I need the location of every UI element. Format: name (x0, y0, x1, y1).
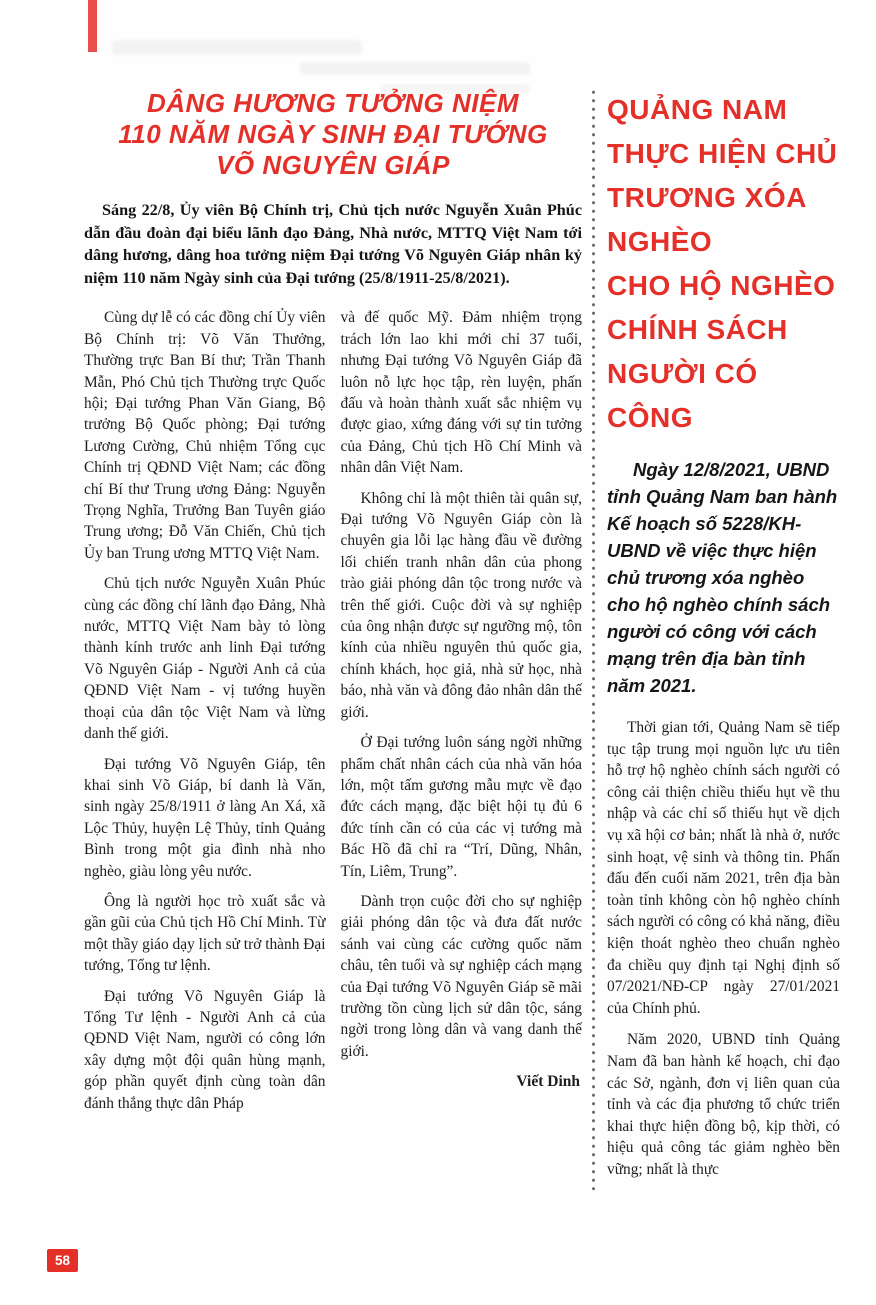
paragraph: Đại tướng Võ Nguyên Giáp là Tổng Tư lệnh - Người Anh cả của QĐND Việt Nam, người có công lớn xây dựng một đội quân hùng mạnh, góp phần quyết định cùng toàn dân đánh thắng thực dân Pháp (84, 987, 326, 1112)
paragraph: Dành trọn cuộc đời cho sự nghiệp giải phóng dân tộc và đưa đất nước sánh vai cùng các cường quốc năm châu, tên tuổi và sự nghiệp cách mạng của Đại tướng Võ Nguyên Giáp sẽ mãi trường tồn cùng lịch sử dân tộc, sáng ngời trong lòng dân và vang danh thế giới. (340, 892, 582, 1060)
paragraph: Ở Đại tướng luôn sáng ngời những phẩm chất nhân cách của nhà văn hóa lớn, một tấm gương mẫu mực về đạo đức cách mạng, đặc biệt hội tụ đủ 6 đức tính cần có của các vị tướng mà Bác Hồ đã chỉ ra “Trí, Dũng, Nhân, Tín, Liêm, Trung”. (340, 734, 582, 880)
side-article-title-line: CHO HỘ NGHÈO (607, 270, 836, 301)
main-article-columns (84, 307, 582, 1123)
main-article-column-1-text (84, 307, 326, 1114)
top-edge-red-mark (88, 0, 97, 52)
paragraph: Chủ tịch nước Nguyễn Xuân Phúc cùng các đồng chí lãnh đạo Đảng, Nhà nước, MTTQ Việt Nam bày tỏ lòng thành kính trước anh linh Đại tướng Võ Nguyên Giáp - Người Anh cả của QĐND Việt Nam - vị tướng huyền thoại của dân tộc Việt Nam và lừng danh thế giới. (84, 575, 326, 743)
side-article-title-line: CHÍNH SÁCH (607, 314, 788, 345)
side-article-lead: Ngày 12/8/2021, UBND tỉnh Quảng Nam ban hành Kế hoạch số 5228/KH-UBND về việc thực hiện chủ trương xóa nghèo cho hộ nghèo chính sách người có công với cách mạng trên địa bàn tỉnh năm 2021. (607, 459, 838, 696)
side-article-title-line: NGƯỜI CÓ (607, 358, 758, 389)
faded-header-ghost (112, 40, 362, 55)
paragraph: và đế quốc Mỹ. Đảm nhiệm trọng trách lớn lao khi mới chỉ 37 tuổi, nhưng Đại tướng Võ Nguyên Giáp đã luôn nỗ lực học tập, rèn luyện, phấn đấu và hoàn thành xuất sắc nhiệm vụ được giao, xứng đáng với sự tin tưởng của Đảng, Chủ tịch Hồ Chí Minh và nhân dân Việt Nam. (340, 309, 582, 477)
side-article (607, 88, 840, 1190)
main-article-column-2-text (341, 307, 583, 1062)
paragraph: Đại tướng Võ Nguyên Giáp, tên khai sinh Võ Giáp, bí danh là Văn, sinh ngày 25/8/1911 ở làng An Xá, xã Lộc Thủy, huyện Lệ Thủy, tỉnh Quảng Bình trong một gia đình nhà nho nghèo, giàu lòng yêu nước. (84, 755, 326, 880)
page-content (84, 88, 840, 1190)
dotted-column-separator (592, 88, 595, 1190)
author-byline: Viết Dinh (516, 1073, 580, 1091)
paragraph: Ông là người học trò xuất sắc và gần gũi của Chủ tịch Hồ Chí Minh. Từ một thầy giáo dạy lịch sử trở thành Đại tướng, Tổng tư lệnh. (84, 892, 326, 975)
paragraph: Không chỉ là một thiên tài quân sự, Đại tướng Võ Nguyên Giáp còn là chuyên gia lỗi lạc hàng đầu về đường lối chiến tranh nhân dân của phong trào giải phóng dân tộc trong nước và trên thế giới. Cuộc đời và sự nghiệp của ông nhận được sự ngưỡng mộ, tôn kính của nhiều nguyên thủ quốc gia, chính khách, học giả, nhà sử học, nhà báo, nhà văn và đông đảo nhân dân thế giới. (340, 489, 582, 721)
main-article-title-line: 110 NĂM NGÀY SINH ĐẠI TƯỚNG (118, 119, 548, 149)
side-article-body (607, 717, 840, 1180)
side-article-title (607, 88, 840, 440)
side-article-title-line: NGHÈO (607, 226, 713, 257)
paragraph: Cùng dự lễ có các đồng chí Ủy viên Bộ Chính trị: Võ Văn Thưởng, Thường trực Ban Bí thư; Trần Thanh Mẫn, Phó Chủ tịch Thường trực Quốc hội; Đại tướng Phan Văn Giang, Bộ trưởng Bộ Quốc phòng; Đại tướng Lương Cường, Chủ nhiệm Tổng cục Chính trị QĐND Việt Nam; các đồng chí Bí thư Trung ương Đảng: Nguyễn Trọng Nghĩa, Trưởng Ban Tuyên giáo Trung ương; Đỗ Văn Chiến, Chủ tịch Ủy ban Trung ương MTTQ Việt Nam. (84, 309, 326, 562)
side-article-title-line: THỰC HIỆN CHỦ (607, 138, 838, 169)
side-article-title-line: CÔNG (607, 402, 693, 433)
main-article-column-1 (84, 307, 326, 1123)
main-article-title (84, 88, 582, 181)
side-article-title-line: QUẢNG NAM (607, 94, 788, 125)
main-article-column-2 (341, 307, 583, 1123)
main-article-title-line: DÂNG HƯƠNG TƯỞNG NIỆM (147, 88, 519, 118)
paragraph: Thời gian tới, Quảng Nam sẽ tiếp tục tập trung mọi nguồn lực ưu tiên hỗ trợ hộ nghèo chính sách người có công cải thiện chiều thiếu hụt về thu nhập và các chỉ số thiếu hụt về dịch vụ xã hội cơ bản; nhất là nhà ở, nước sinh hoạt, vệ sinh và thông tin. Phấn đấu đến cuối năm 2021, trên địa bàn toàn tỉnh không còn hộ nghèo chính sách người có công có khả năng, điều kiện thoát nghèo theo chuẩn nghèo đa chiều quy định tại Nghị định số 07/2021/NĐ-CP ngày 27/01/2021 của Chính phủ. (607, 719, 840, 1017)
page-number-badge: 58 (47, 1249, 78, 1272)
side-article-title-line: TRƯƠNG XÓA (607, 182, 807, 213)
main-article-lead: Sáng 22/8, Ủy viên Bộ Chính trị, Chủ tịch nước Nguyễn Xuân Phúc dẫn đầu đoàn đại biểu lãnh đạo Đảng, Nhà nước, MTTQ Việt Nam tới dâng hương, dâng hoa tưởng niệm Đại tướng Võ Nguyên Giáp nhân kỷ niệm 110 năm Ngày sinh của Đại tướng (25/8/1911-25/8/2021). (84, 201, 582, 287)
main-article (84, 88, 582, 1190)
faded-header-ghost (300, 62, 530, 75)
paragraph: Năm 2020, UBND tỉnh Quảng Nam đã ban hành kế hoạch, chỉ đạo các Sở, ngành, đơn vị liên quan của tỉnh và các địa phương tổ chức triển khai thực hiện đồng bộ, kịp thời, có hiệu quả công tác giảm nghèo bền vững; nhất là thực (607, 1031, 840, 1178)
main-article-title-line: VÕ NGUYÊN GIÁP (216, 150, 450, 180)
